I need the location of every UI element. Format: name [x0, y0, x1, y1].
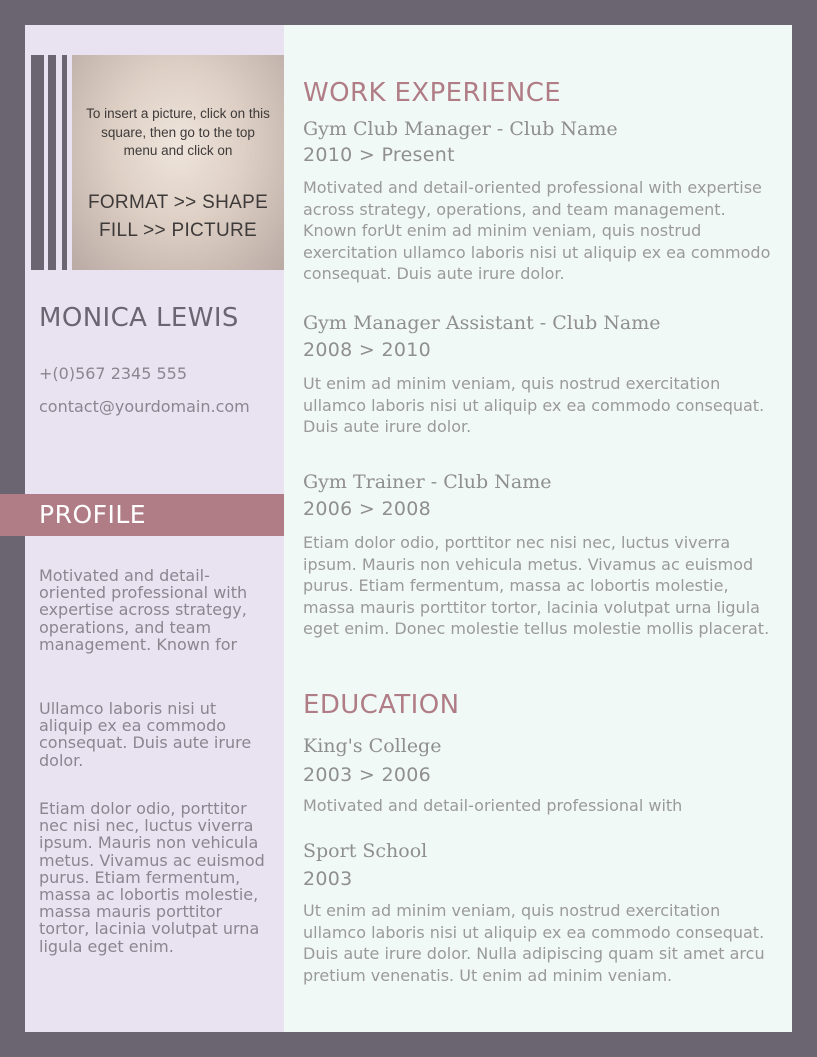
job-dates: 2010 > Present	[303, 144, 455, 166]
job-description: Etiam dolor odio, porttitor nec nisi nec, luctus viverra ipsum. Mauris non vehicula metus. Vivamus ac euismod purus. Etiam fermentum, massa ac lobortis molestie, massa mauris porttitor tortor, lacinia volutpat urna ligula eget enim. Donec molestie tellus molestie mollis placerat.	[303, 533, 770, 639]
school-name: King's College	[303, 735, 442, 757]
school-name: Sport School	[303, 840, 428, 862]
school-dates: 2003 > 2006	[303, 764, 432, 786]
job-dates: 2006 > 2008	[303, 498, 432, 520]
profile-paragraph: Motivated and detail-oriented professional with expertise across strategy, operations, and team management. Known for	[39, 566, 248, 654]
decorative-bar	[31, 55, 44, 270]
job-dates: 2008 > 2010	[303, 339, 432, 361]
school-description: Motivated and detail-oriented professional with	[303, 796, 683, 815]
profile-paragraph: Etiam dolor odio, porttitor nec nisi nec, luctus viverra ipsum. Mauris non vehicula metus. Vivamus ac euismod purus. Etiam fermentum, massa ac lobortis molestie, massa mauris porttitor tortor, lacinia volutpat urna ligula eget enim.	[39, 799, 265, 956]
education-heading: EDUCATION	[303, 690, 460, 720]
photo-menu-path: FORMAT >> SHAPE FILL >> PICTURE	[87, 192, 269, 241]
photo-instruction: To insert a picture, click on this square, then go to the top menu and click on	[86, 106, 270, 158]
decorative-bar	[62, 55, 67, 270]
email-address: contact@yourdomain.com	[39, 397, 250, 416]
photo-placeholder[interactable]	[72, 55, 284, 270]
profile-heading-band	[0, 494, 284, 536]
work-experience-heading: WORK EXPERIENCE	[303, 78, 562, 108]
job-title: Gym Club Manager - Club Name	[303, 118, 618, 140]
profile-paragraph: Ullamco laboris nisi ut aliquip ex ea commodo consequat. Duis aute irure dolor.	[39, 699, 252, 770]
resume-page	[25, 25, 792, 1032]
phone-number: +(0)567 2345 555	[39, 364, 188, 383]
person-name: MONICA LEWIS	[39, 303, 239, 333]
job-title: Gym Manager Assistant - Club Name	[303, 312, 661, 334]
job-description: Motivated and detail-oriented professional with expertise across strategy, operations, and team management. Known forUt enim ad minim veniam, quis nostrud exercitation ullamco laboris nisi ut aliquip ex ea commodo consequat. Duis aute irure dolor.	[303, 178, 771, 284]
school-description: Ut enim ad minim veniam, quis nostrud exercitation ullamco laboris nisi ut aliquip ex ea commodo consequat. Duis aute irure dolor. Nulla adipiscing quam sit amet arcu pretium venenatis. Ut enim ad minim veniam.	[303, 901, 765, 985]
decorative-bar	[48, 55, 56, 270]
job-title: Gym Trainer - Club Name	[303, 471, 552, 493]
school-dates: 2003	[303, 868, 353, 890]
job-description: Ut enim ad minim veniam, quis nostrud exercitation ullamco laboris nisi ut aliquip ex ea commodo consequat. Duis aute irure dolor.	[303, 374, 765, 437]
profile-heading: PROFILE	[39, 500, 147, 529]
sidebar	[25, 25, 284, 1032]
